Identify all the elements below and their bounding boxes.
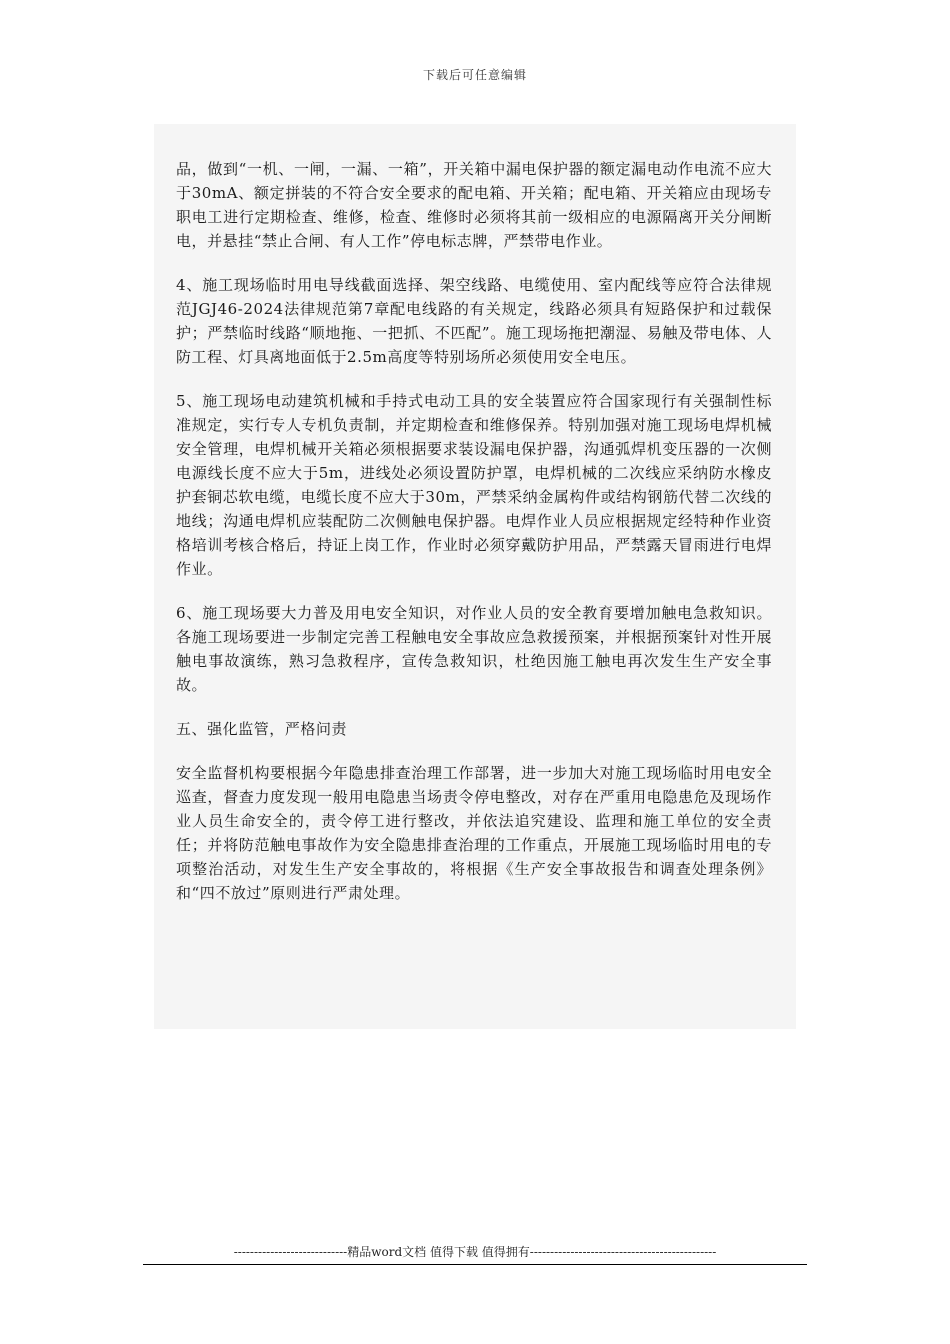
paragraph-item-4: 4、施工现场临时用电导线截面选择、架空线路、电缆使用、室内配线等应符合法律规范JGJ46-2024法律规范第7章配电线路的有关规定，线路必须具有短路保护和过载保护；严禁临时线路“顺地拖、一把抓、不匹配”。施工现场拖把潮湿、易触及带电体、人防工程、灯具离地面低于2.5m高度等特别场所必须使用安全电压。 <box>176 276 772 366</box>
paragraph-continuation: 品，做到“一机、一闸，一漏、一箱”，开关箱中漏电保护器的额定漏电动作电流不应大于30mA、额定拼装的不符合安全要求的配电箱、开关箱；配电箱、开关箱应由现场专职电工进行定期检查、维修，检查、维修时必须将其前一级相应的电源隔离开关分闸断电，并悬挂“禁止合闸、有人工作”停电标志牌，严禁带电作业。 <box>176 160 772 250</box>
paragraph-supervision: 安全监督机构要根据今年隐患排查治理工作部署，进一步加大对施工现场临时用电安全巡查，督查力度发现一般用电隐患当场责令停电整改，对存在严重用电隐患危及现场作业人员生命安全的，责令停工进行整改，并依法追究建设、监理和施工单位的安全责任；并将防范触电事故作为安全隐患排查治理的工作重点，开展施工现场临时用电的专项整治活动，对发生生产安全事故的，将根据《生产安全事故报告和调查处理条例》和“四不放过”原则进行严肃处理。 <box>176 764 772 902</box>
section-heading: 五、强化监管，严格问责 <box>176 720 348 738</box>
page-footer: ----------------------------精品word文档 值得下载 值得拥有---------------------------------------------- <box>143 1243 807 1265</box>
page-header: 下载后可任意编辑 <box>422 68 527 82</box>
paragraph-item-6: 6、施工现场要大力普及用电安全知识，对作业人员的安全教育要增加触电急救知识。各施工现场要进一步制定完善工程触电安全事故应急救援预案，并根据预案针对性开展触电事故演练，熟习急救程序，宣传急救知识，杜绝因施工触电再次发生生产安全事故。 <box>176 604 772 694</box>
document-content <box>154 124 796 1029</box>
paragraph-item-5: 5、施工现场电动建筑机械和手持式电动工具的安全装置应符合国家现行有关强制性标准规定，实行专人专机负责制，并定期检查和维修保养。特别加强对施工现场电焊机械安全管理，电焊机械开关箱必须根据要求装设漏电保护器，沟通弧焊机变压器的一次侧电源线长度不应大于5m，进线处必须设置防护罩，电焊机械的二次线应采纳防水橡皮护套铜芯软电缆，电缆长度不应大于30m，严禁采纳金属构件或结构钢筋代替二次线的地线；沟通电焊机应装配防二次侧触电保护器。电焊作业人员应根据规定经特种作业资格培训考核合格后，持证上岗工作，作业时必须穿戴防护用品，严禁露天冒雨进行电焊作业。 <box>176 392 772 578</box>
